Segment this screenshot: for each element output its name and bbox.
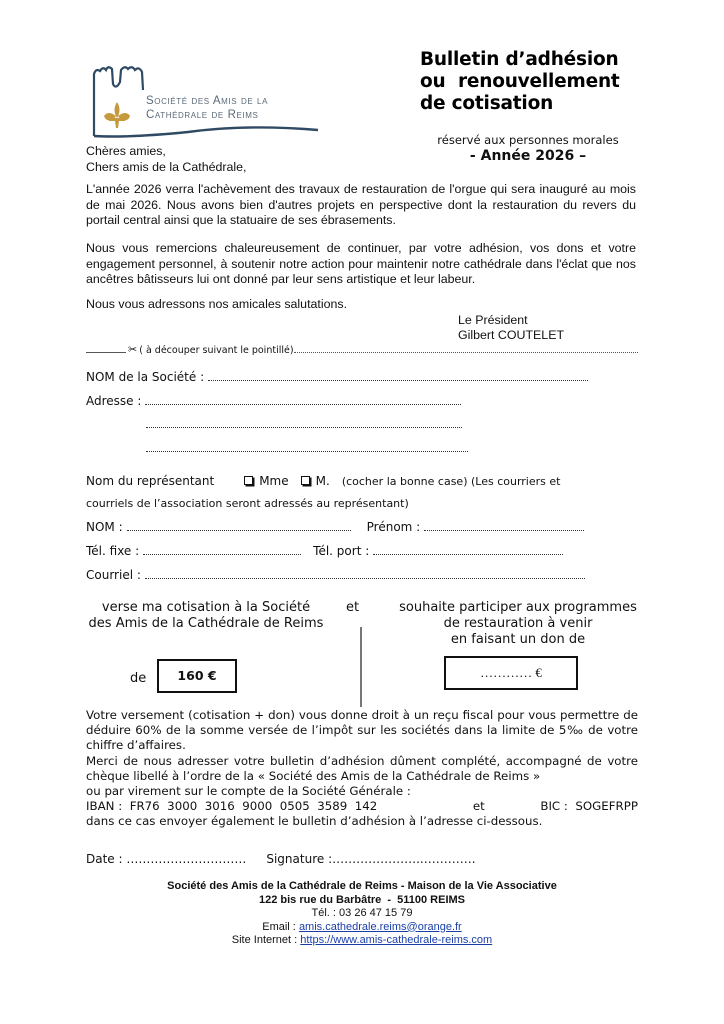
representative-label: Nom du représentant — [86, 474, 215, 488]
fee-line1: verse ma cotisation à la Société — [101, 600, 311, 615]
logo-line2: Cathédrale de Reims — [146, 109, 259, 121]
title-line2: ou renouvellement — [420, 71, 620, 92]
tax-info: Votre versement (cotisation + don) vous donne droit à un reçu fiscal pour vous permettre de déduire 60% de la somme versée de l’impôt sur les sociétés dans la limite de 5‰ de votre chiffre d’affaires. — [86, 708, 638, 753]
title-line3: de cotisation — [420, 93, 554, 114]
address-input-line3[interactable] — [146, 442, 468, 452]
representative-hint-line2: courriels de l’association seront adressés au représentant) — [86, 497, 409, 510]
year-label: - Année 2026 – — [469, 148, 587, 164]
signature-field[interactable]: Signature :…………………..…………. — [266, 852, 476, 866]
address-input-line1[interactable] — [145, 395, 461, 405]
address-input-line2[interactable] — [146, 418, 462, 428]
signer-title: Le Président — [458, 313, 528, 327]
connector-et: et — [346, 600, 360, 615]
prenom-input[interactable] — [424, 521, 584, 531]
prenom-label: Prénom : — [366, 520, 421, 534]
tel-fixe-label: Tél. fixe : — [86, 544, 140, 558]
footer-email-label: Email : — [262, 920, 296, 933]
fee-line2: des Amis de la Cathédrale de Reims — [88, 616, 324, 631]
payment-info — [86, 708, 638, 830]
footer-email-row — [86, 921, 638, 935]
iban-value: IBAN : FR76 3000 3016 9000 0505 3589 142 — [86, 799, 378, 814]
cut-dotted-line — [294, 352, 638, 353]
option-mme-label: Mme — [259, 474, 289, 488]
letter-paragraph-1: L'année 2026 verra l'achèvement des travaux de restauration de l'orgue qui sera inauguré au mois de mai 2026. Nous avons bien d'autres projets en perspective dont la restauration du revers du portail central ainsi que la statuaire de ses ébrasements. — [86, 182, 636, 227]
letter-signature — [458, 313, 564, 343]
logo-text — [146, 94, 268, 122]
iban-row — [86, 799, 638, 814]
membership-amount-box: 160 € — [157, 659, 237, 693]
checkbox-m[interactable] — [301, 476, 310, 485]
cut-label: ( à découper suivant le pointillé) — [139, 345, 294, 356]
donation-line1: souhaite participer aux programmes — [399, 600, 637, 615]
representative-row — [86, 474, 560, 488]
also-send-info: dans ce cas envoyer également le bulletin d’adhésion à l’adresse ci-dessous. — [86, 814, 543, 829]
tel-fixe-input[interactable] — [143, 545, 301, 555]
checkbox-hint: (cocher la bonne case) (Les courriers et — [341, 475, 561, 488]
address-field[interactable] — [86, 394, 461, 408]
option-m-label: M. — [315, 474, 330, 488]
scissors-icon: ✂ — [128, 343, 138, 356]
phone-row — [86, 544, 563, 558]
company-name-field[interactable] — [86, 370, 588, 384]
nom-label: NOM : — [86, 520, 123, 534]
send-info: Merci de nous adresser votre bulletin d’adhésion dûment complété, accompagné de votre chèque libellé à l’ordre de la « Société des Amis de la Cathédrale de Reims » — [86, 753, 638, 783]
title-line1: Bulletin d’adhésion — [420, 49, 619, 70]
letter-paragraph-2: Nous vous remercions chaleureusement de continuer, par votre adhésion, vos dons et votre engagement personnel, à soutenir notre action pour maintenir notre cathédrale dans l'éclat que nos ancêtres bâtisseurs lui ont donné par leur sens artistique et leur labeur. — [86, 241, 636, 286]
page-title — [420, 49, 620, 115]
footer-site-label: Site Internet : — [231, 934, 298, 946]
checkbox-mme[interactable] — [244, 476, 253, 485]
address-label: Adresse : — [86, 394, 142, 408]
courriel-label: Courriel : — [86, 568, 141, 582]
footer-address: 122 bis rue du Barbâtre - 51100 REIMS — [258, 893, 466, 906]
footer — [86, 880, 638, 948]
subtitle: réservé aux personnes morales — [437, 133, 619, 147]
transfer-info: ou par virement sur le compte de la Société Générale : — [86, 784, 411, 799]
courriel-input[interactable] — [145, 569, 585, 579]
cut-dash-left — [86, 352, 126, 353]
tel-port-label: Tél. port : — [313, 544, 370, 558]
membership-fee-text — [86, 600, 326, 632]
vertical-divider — [360, 627, 362, 707]
bic-value: BIC : SOGEFRPP — [540, 799, 638, 814]
iban-et: et — [472, 799, 485, 814]
address-field-line2[interactable] — [146, 418, 462, 428]
de-label: de — [130, 671, 147, 686]
footer-email-link[interactable]: amis.cathedrale.reims@orange.fr — [298, 920, 462, 933]
nom-input[interactable] — [127, 521, 351, 531]
donation-line3: en faisant un don de — [450, 632, 586, 647]
letter-paragraph-3: Nous vous adressons nos amicales salutations. — [86, 297, 348, 311]
tel-port-input[interactable] — [373, 545, 563, 555]
greeting-line1: Chères amies, — [86, 144, 166, 158]
donation-text — [392, 600, 644, 648]
email-row — [86, 568, 585, 582]
name-row — [86, 520, 584, 534]
date-signature-row — [86, 852, 476, 866]
company-name-input[interactable] — [208, 371, 588, 381]
footer-org: Société des Amis de la Cathédrale de Reims - Maison de la Vie Associative — [167, 880, 557, 892]
signer-name: Gilbert COUTELET — [458, 328, 565, 342]
footer-site-row — [86, 934, 638, 948]
greeting-line2: Chers amis de la Cathédrale, — [86, 159, 247, 174]
donation-line2: de restauration à venir — [443, 616, 593, 631]
company-name-label: NOM de la Société : — [86, 370, 205, 384]
donation-amount-input[interactable]: ………… € — [444, 656, 578, 690]
logo-line1: Société des Amis de la — [146, 95, 269, 107]
date-field[interactable]: Date : ………………………… — [86, 852, 247, 866]
footer-site-link[interactable]: https://www.amis-cathedrale-reims.com — [300, 934, 493, 946]
cut-line — [86, 340, 638, 356]
address-field-line3[interactable] — [146, 442, 468, 452]
greeting — [86, 144, 246, 175]
fleur-de-lis-icon — [104, 102, 130, 128]
footer-phone: Tél. : 03 26 47 15 79 — [311, 907, 413, 919]
